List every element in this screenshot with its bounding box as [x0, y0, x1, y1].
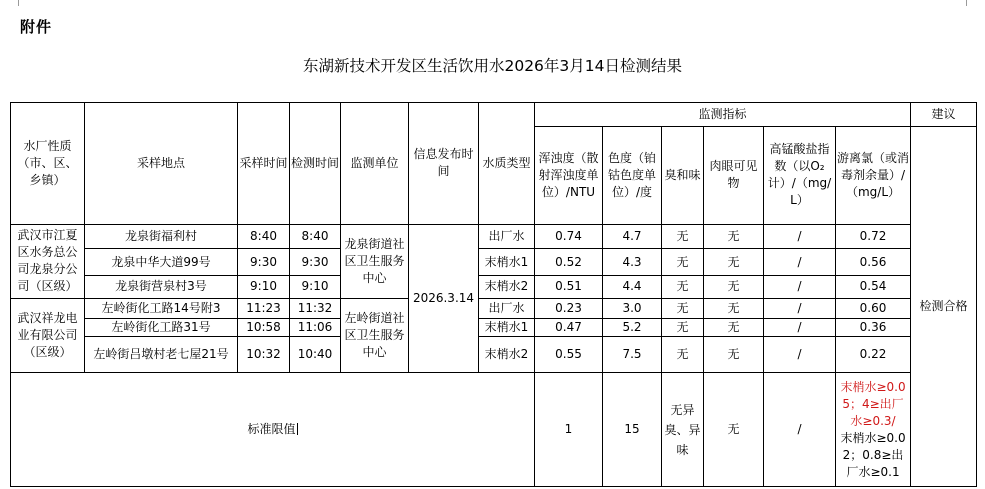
release-date: 2026.3.14 — [409, 224, 479, 373]
limit-chlorine — [836, 373, 911, 487]
row-turbidity: 0.52 — [535, 248, 603, 275]
row-chlorine: 0.36 — [836, 318, 911, 336]
row-sample-time: 9:10 — [238, 276, 290, 298]
row-chlorine: 0.60 — [836, 298, 911, 318]
row-color: 5.2 — [603, 318, 662, 336]
row-chlorine: 0.54 — [836, 276, 911, 298]
row-sample-time: 9:30 — [238, 248, 290, 275]
header-visible: 肉眼可见物 — [704, 127, 764, 224]
header-water-type: 水质类型 — [479, 103, 535, 225]
row-location: 龙泉中华大道99号 — [85, 248, 238, 275]
limit-visible: 无 — [704, 373, 764, 487]
limit-color: 15 — [603, 373, 662, 487]
header-location: 采样地点 — [85, 103, 238, 225]
plant-name: 武汉祥龙电业有限公司（区级） — [11, 298, 85, 373]
row-turbidity: 0.51 — [535, 276, 603, 298]
row-location: 龙泉街营泉村3号 — [85, 276, 238, 298]
limits-label-cell — [11, 373, 535, 487]
header-monitor-unit: 监测单位 — [341, 103, 409, 225]
header-sample-time: 采样时间 — [238, 103, 290, 225]
row-visible: 无 — [704, 224, 764, 248]
header-chlorine: 游离氯（或消毒剂余量）/（mg/L） — [836, 127, 911, 224]
row-water-type: 末梢水1 — [479, 248, 535, 275]
limit-chlorine-first: 末梢水≥0.05；4≥出厂水≥0.3/ — [840, 379, 906, 428]
row-permanganate: / — [764, 224, 836, 248]
row-sample-time: 10:58 — [238, 318, 290, 336]
row-visible: 无 — [704, 276, 764, 298]
row-visible: 无 — [704, 318, 764, 336]
page-corner-mark-left — [10, 0, 19, 6]
limit-turbidity: 1 — [535, 373, 603, 487]
row-turbidity: 0.74 — [535, 224, 603, 248]
table-row — [11, 248, 977, 275]
row-location: 左岭街化工路14号附3 — [85, 298, 238, 318]
row-chlorine: 0.56 — [836, 248, 911, 275]
row-color: 3.0 — [603, 298, 662, 318]
limit-chlorine-second: 末梢水≥0.02；0.8≥出厂水≥0.1 — [840, 430, 906, 479]
row-location: 左岭街吕墩村老七屋21号 — [85, 337, 238, 373]
row-test-time: 9:30 — [290, 248, 341, 275]
row-location: 龙泉街福利村 — [85, 224, 238, 248]
row-water-type: 末梢水2 — [479, 276, 535, 298]
limit-odor: 无异臭、异味 — [662, 373, 704, 487]
row-chlorine: 0.22 — [836, 337, 911, 373]
row-permanganate: / — [764, 318, 836, 336]
plant-name: 武汉市江夏区水务总公司龙泉分公司（区级） — [11, 224, 85, 298]
table-row — [11, 224, 977, 248]
monitor-unit: 龙泉街道社区卫生服务中心 — [341, 224, 409, 298]
header-indicators-group: 监测指标 — [535, 103, 911, 127]
row-odor: 无 — [662, 224, 704, 248]
row-color: 4.3 — [603, 248, 662, 275]
row-permanganate: / — [764, 276, 836, 298]
header-plant-type: 水厂性质（市、区、乡镇） — [11, 103, 85, 225]
header-release-time: 信息发布时间 — [409, 103, 479, 225]
row-visible: 无 — [704, 337, 764, 373]
page-corner-mark-right — [966, 0, 975, 6]
row-visible: 无 — [704, 298, 764, 318]
row-permanganate: / — [764, 298, 836, 318]
limit-permanganate: / — [764, 373, 836, 487]
row-odor: 无 — [662, 248, 704, 275]
table-row — [11, 337, 977, 373]
row-color: 4.7 — [603, 224, 662, 248]
table-row — [11, 318, 977, 336]
row-location: 左岭街化工路31号 — [85, 318, 238, 336]
monitor-unit: 左岭街道社区卫生服务中心 — [341, 298, 409, 373]
header-row-1 — [11, 103, 977, 127]
row-test-time: 11:32 — [290, 298, 341, 318]
row-color: 7.5 — [603, 337, 662, 373]
row-chlorine: 0.72 — [836, 224, 911, 248]
text-cursor — [297, 423, 298, 435]
row-sample-time: 8:40 — [238, 224, 290, 248]
header-advice: 建议 — [911, 103, 977, 127]
row-permanganate: / — [764, 248, 836, 275]
row-turbidity: 0.47 — [535, 318, 603, 336]
row-test-time: 10:40 — [290, 337, 341, 373]
header-permanganate: 高锰酸盐指数（以O₂计）/（mg/L） — [764, 127, 836, 224]
document-title: 东湖新技术开发区生活饮用水2026年3月14日检测结果 — [302, 57, 683, 75]
header-color: 色度（铂钴色度单位）/度 — [603, 127, 662, 224]
table-row — [11, 276, 977, 298]
row-sample-time: 11:23 — [238, 298, 290, 318]
row-odor: 无 — [662, 337, 704, 373]
row-test-time: 8:40 — [290, 224, 341, 248]
header-turbidity: 浑浊度（散射浑浊度单位）/NTU — [535, 127, 603, 224]
row-turbidity: 0.55 — [535, 337, 603, 373]
row-odor: 无 — [662, 318, 704, 336]
row-sample-time: 10:32 — [238, 337, 290, 373]
row-turbidity: 0.23 — [535, 298, 603, 318]
row-odor: 无 — [662, 298, 704, 318]
limits-row — [11, 373, 977, 487]
header-test-time: 检测时间 — [290, 103, 341, 225]
row-odor: 无 — [662, 276, 704, 298]
row-color: 4.4 — [603, 276, 662, 298]
row-permanganate: / — [764, 337, 836, 373]
row-water-type: 出厂水 — [479, 298, 535, 318]
row-water-type: 出厂水 — [479, 224, 535, 248]
header-odor: 臭和味 — [662, 127, 704, 224]
row-water-type: 末梢水2 — [479, 337, 535, 373]
row-test-time: 9:10 — [290, 276, 341, 298]
limits-label: 标准限值 — [247, 422, 296, 437]
attachment-label: 附件 — [20, 18, 53, 36]
advice-value: 检测合格 — [911, 127, 977, 487]
results-table — [10, 102, 977, 487]
row-water-type: 末梢水1 — [479, 318, 535, 336]
table-row — [11, 298, 977, 318]
row-visible: 无 — [704, 248, 764, 275]
row-test-time: 11:06 — [290, 318, 341, 336]
